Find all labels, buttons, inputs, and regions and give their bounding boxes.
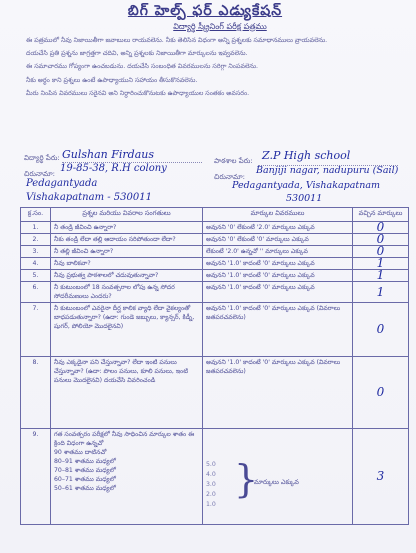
col-header-score: వచ్చిన మార్కులు	[353, 208, 409, 222]
row9-bin-label: 80–91 శాతము మధ్యలో	[54, 458, 116, 465]
row-marks-detail	[203, 429, 353, 525]
row9-bin-label: 70–81 శాతము మధ్యలో	[54, 467, 116, 474]
table-row	[21, 270, 409, 282]
row9-value: 2.0	[206, 491, 216, 498]
row9-value: 5.0	[206, 461, 216, 468]
col-header-marks-detail: మార్కుల వివరములు	[203, 208, 353, 222]
row9-value: 1.0	[206, 501, 216, 508]
instruction-line: నీకు అర్థం కాని ప్రశ్నలు ఉంటే ఉపాధ్యాయుని సహాయం తీసుకొనవలెను.	[26, 76, 198, 84]
row-question: నీ కుటుంబంలో 18 సంవత్సరాల లోపు ఉన్న సోదర సోదరీమణులు ఎందరు?	[51, 282, 203, 303]
row9-values	[206, 460, 216, 510]
col-header-serial: క్ర.సం.	[21, 208, 51, 222]
document-title: బిగ్ హెల్ప్ ఫర్ ఎడ్యుకేషన్	[127, 3, 283, 19]
school-address-line-1[interactable]: Banjiji nagar, nadupuru (Sail)	[256, 165, 399, 176]
instruction-line: ఈ పత్రములో నీవు నిజాయితీగా జవాబులు రాయవలెను. నీకు తెలిసిన విధంగా అన్ని ప్రశ్నలకు సమాధానములు వ్రాయవలెను.	[26, 37, 328, 44]
screening-table	[20, 207, 409, 525]
row9-bin-label: 60–71 శాతము మధ్యలో	[54, 476, 116, 483]
row-score[interactable]: 1	[353, 270, 409, 282]
row9-value: 3.0	[206, 481, 216, 488]
row9-value: 4.0	[206, 471, 216, 478]
row-score[interactable]: 0	[353, 234, 409, 246]
row-marks-detail: అవునని '0' లేకుంటే '2.0' మార్కులు ఎక్కువ	[203, 222, 353, 234]
row-question: నీ కుటుంబంలో ఎవరైనా దీర్ఘ కాలిక వ్యాధి లేదా వైకల్యంతో బాధపడుతున్నారా? (ఉదా: గుండె జబ్బులు, క్యాన్సర్, కిడ్నీ, షుగర్, పోలియో మొదలైనవి)	[51, 303, 203, 357]
table-row	[21, 234, 409, 246]
school-address-label: చిరునామా:	[214, 173, 246, 181]
school-address-line-3[interactable]: 530011	[286, 193, 323, 204]
row-number: 5.	[21, 270, 51, 282]
row9-bin-label: 50–61 శాతము మధ్యలో	[54, 485, 116, 492]
row-score[interactable]: 0	[353, 303, 409, 357]
row9-bin-label: 90 శాతము దాటినచో	[54, 449, 107, 456]
row-score[interactable]: 0	[353, 246, 409, 258]
table-row	[21, 282, 409, 303]
row-number: 8.	[21, 357, 51, 429]
row-question	[51, 429, 203, 525]
row-score[interactable]: 0	[353, 222, 409, 234]
table-row	[21, 258, 409, 270]
row-marks-detail: అవునని '0' లేకుంటే '0' మార్కులు ఎక్కువ	[203, 234, 353, 246]
row-score[interactable]: 1	[353, 258, 409, 270]
row-marks-detail: అవునని '1.0' కాదంటే '0' మార్కులు ఎక్కువ	[203, 282, 353, 303]
row9-brace: }	[234, 457, 259, 501]
row-marks-detail: అవునని '1.0' కాదంటే '0' మార్కులు ఎక్కువ	[203, 258, 353, 270]
row-marks-detail: అవునని '1.0' కాదంటే '0' మార్కులు ఎక్కువ	[203, 270, 353, 282]
table-row	[21, 303, 409, 357]
student-address-line-2[interactable]: Pedagantyada	[26, 178, 98, 189]
student-name-label: విద్యార్థి పేరు:	[24, 154, 60, 162]
instructions-paragraph	[26, 34, 402, 100]
school-address-line-2[interactable]: Pedagantyada, Vishakapatnam	[232, 180, 380, 191]
instruction-line: ఈ సమాచారము గోప్యంగా ఉంచబడును. దయచేసి సంబంధిత వివరములను సరిగ్గా నింపవలెను.	[26, 63, 259, 71]
row-marks-detail: లేకుంటే '2.0' ఉన్నచో '' మార్కులు ఎక్కువ	[203, 246, 353, 258]
row9-marks-text: మార్కులు ఎక్కువ	[254, 478, 299, 486]
row9-question-text: గత సంవత్సరం పరీక్షలో నీవు సాధించిన మార్కుల శాతం ఈ క్రింది విధంగా ఉన్నచో	[54, 431, 195, 447]
school-name-value[interactable]: Z.P High school	[262, 149, 351, 162]
row-score[interactable]: 1	[353, 282, 409, 303]
col-header-question: ప్రశ్నల మరియు వివరాల సంగతులు	[51, 208, 203, 222]
student-name-value[interactable]: Gulshan Firdaus	[62, 148, 154, 161]
row-number: 3.	[21, 246, 51, 258]
row-question: నీవు ప్రభుత్వ పాఠశాలలో చదువుతున్నావా?	[51, 270, 203, 282]
student-address-line-3[interactable]: Vishakapatnam - 530011	[26, 192, 152, 203]
row-question: నీ తండ్రి జీవించి ఉన్నారా?	[51, 222, 203, 234]
row-question: నీవు ఎక్కడైనా పని చేస్తున్నావా? లేదా ఇంటి పనులు చేస్తున్నావా? (ఉదా: పొలం పనులు, కూలి పనులు, ఇంటి పనులు మొదలైనవి) దయచేసి వివరించండి	[51, 357, 203, 429]
row-marks-detail: అవునని '1.0' కాదంటే '0' మార్కులు ఎక్కువ (వివరాలు జతపరచవలెను)	[203, 357, 353, 429]
row-number: 2.	[21, 234, 51, 246]
row-question: నీవు బాలికవా?	[51, 258, 203, 270]
row-question: నీ తల్లి జీవించి ఉన్నారా?	[51, 246, 203, 258]
school-name-label: పాఠశాల పేరు:	[214, 157, 253, 165]
table-row	[21, 429, 409, 525]
document-subtitle: విద్యార్థి స్క్రీనింగ్ పరీక్ష పత్రము	[173, 22, 267, 31]
row-number: 6.	[21, 282, 51, 303]
table-row	[21, 246, 409, 258]
row-number: 9.	[21, 429, 51, 525]
row-score[interactable]: 0	[353, 357, 409, 429]
table-row	[21, 222, 409, 234]
student-address-line-1[interactable]: 19-85-38, R.H colony	[60, 163, 167, 174]
student-address-label: చిరునామా:	[24, 170, 56, 178]
instruction-line: దయచేసి ప్రతి ప్రశ్నను జాగ్రత్తగా చదివి, అన్ని ప్రశ్నలకు నిజాయితీగా మార్కులను ఇవ్వవలెను.	[26, 50, 248, 58]
row-number: 7.	[21, 303, 51, 357]
table-header-row	[21, 208, 409, 222]
table-row	[21, 357, 409, 429]
row-number: 1.	[21, 222, 51, 234]
row-number: 4.	[21, 258, 51, 270]
instruction-line: మీరు నింపిన వివరములు సరైనవి అని నిర్ధారించుకొనుటకు ఉపాధ్యాయుల సంతకం అవసరం.	[26, 89, 250, 97]
row-question: నీకు తండ్రి లేదా తల్లి ఆదాయం సరిపోతుందా లేదా?	[51, 234, 203, 246]
row-marks-detail: అవునని '1.0' కాదంటే '0' మార్కులు ఎక్కువ (వివరాలు జతపరచవలెను)	[203, 303, 353, 357]
row-score[interactable]: 3	[353, 429, 409, 525]
